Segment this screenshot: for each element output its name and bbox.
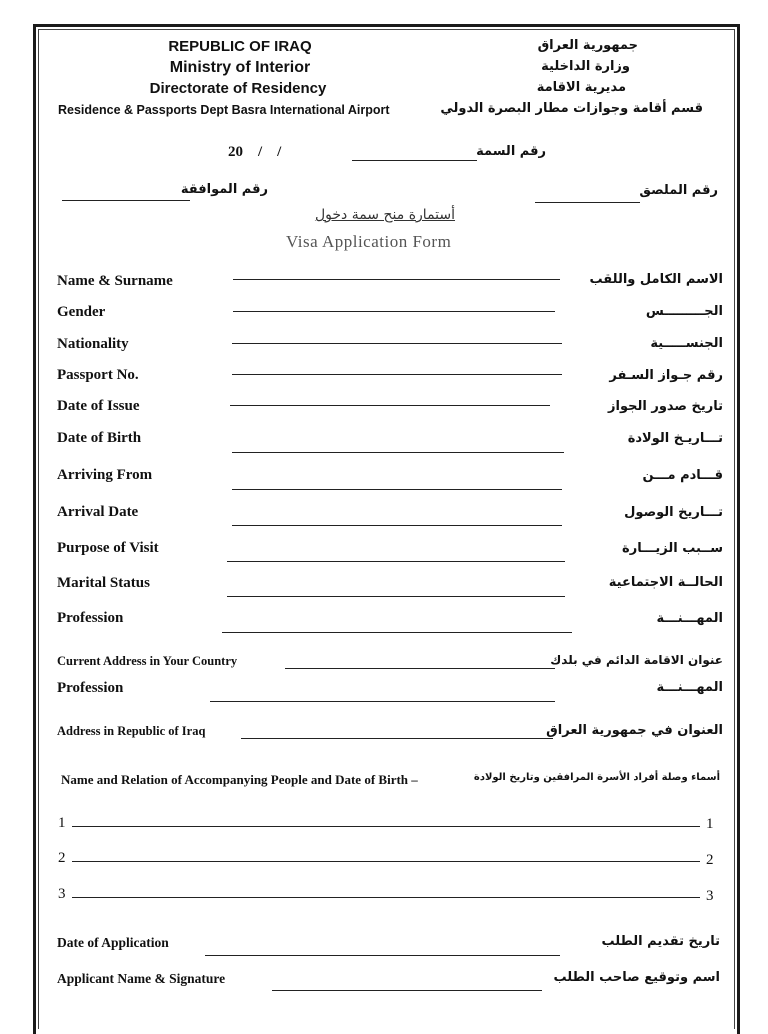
header-directorate: Directorate of Residency (149, 80, 327, 97)
header-ministry: Ministry of Interior (169, 59, 311, 76)
date-template: 20 / / (228, 144, 282, 160)
accompanying-row-num-right: 3 (706, 888, 714, 904)
field-line-gender[interactable] (233, 311, 555, 312)
field-label-name-ar: الاسم الكامل واللقب (589, 272, 723, 287)
field-label-applicant-ar: اسم وتوقيع صاحب الطلب (553, 970, 720, 985)
field-line-dob[interactable] (232, 452, 564, 453)
field-label-applicant: Applicant Name & Signature (57, 971, 226, 986)
accompanying-row-num-right: 1 (706, 816, 714, 832)
header-republic-ar: جمهورية العراق (537, 38, 638, 53)
field-label-dob: Date of Birth (57, 430, 142, 446)
field-line-passport[interactable] (232, 374, 562, 375)
field-label-name: Name & Surname (57, 273, 173, 289)
field-line-nationality[interactable] (232, 343, 562, 344)
field-label-passport-ar: رقم جـواز السـفر (609, 368, 723, 383)
field-label-gender-ar: الجـــــــــس (645, 304, 723, 319)
field-label-gender: Gender (57, 304, 106, 320)
field-label-purpose: Purpose of Visit (57, 540, 159, 556)
form-inner-border (38, 29, 735, 1029)
field-label-date-issue: Date of Issue (57, 398, 140, 414)
field-label-current-address: Current Address in Your Country (57, 654, 238, 668)
field-label-profession: Profession (57, 610, 124, 626)
field-line-purpose[interactable] (227, 561, 565, 562)
form-title-ar: أستمارة منح سمة دخول (314, 207, 456, 223)
accompanying-label: Name and Relation of Accompanying People and Date of Birth – (61, 772, 418, 787)
field-label-arriving-from: Arriving From (57, 467, 153, 483)
field-line-date-issue[interactable] (230, 405, 550, 406)
accompanying-row-num-right: 2 (706, 852, 714, 868)
field-line-name[interactable] (233, 279, 560, 280)
approval-no-label-ar: رقم الموافقة (180, 182, 268, 197)
accompanying-label-ar: أسماء وصلة أفراد الأسرة المرافقين وتاريخ الولادة (473, 772, 720, 783)
accompanying-row-line[interactable] (72, 861, 700, 862)
field-line-arriving-from[interactable] (232, 489, 562, 490)
field-label-purpose-ar: ســبب الزيـــارة (622, 541, 723, 556)
field-label-arrival-date: Arrival Date (57, 504, 139, 520)
field-label-date-issue-ar: تاريخ صدور الجواز (608, 399, 723, 414)
field-line-arrival-date[interactable] (232, 525, 562, 526)
header-dept-ar: قسم أقامة وجوازات مطار البصرة الدولي (440, 101, 703, 116)
accompanying-row-num: 1 (58, 815, 66, 831)
field-label-marital: Marital Status (57, 575, 150, 591)
field-label-date-application-ar: تاريخ تقديم الطلب (601, 934, 720, 949)
field-label-nationality-ar: الجنســـــية (650, 336, 723, 351)
field-label-profession-2-ar: المهـــنـــة (656, 680, 723, 695)
field-label-passport: Passport No. (57, 367, 139, 383)
field-label-nationality: Nationality (57, 336, 129, 352)
field-label-marital-ar: الحالــة الاجتماعية (608, 575, 723, 590)
accompanying-row-num: 3 (58, 886, 66, 902)
field-line-current-address[interactable] (285, 668, 555, 669)
field-label-iraq-address: Address in Republic of Iraq (57, 724, 206, 738)
sticker-no-line[interactable] (535, 202, 640, 203)
field-label-profession-ar: المهـــنـــة (656, 611, 723, 626)
approval-no-line[interactable] (62, 200, 190, 201)
header-republic: REPUBLIC OF IRAQ (168, 38, 312, 55)
field-label-iraq-address-ar: العنوان في جمهورية العراق (546, 723, 723, 738)
accompanying-row-num: 2 (58, 850, 66, 866)
accompanying-row-line[interactable] (72, 897, 700, 898)
field-line-profession[interactable] (222, 632, 572, 633)
accompanying-row-line[interactable] (72, 826, 700, 827)
field-label-arrival-date-ar: تـــاريخ الوصول (624, 505, 723, 520)
field-label-current-address-ar: عنوان الاقامة الدائم في بلدك (550, 653, 723, 667)
field-label-profession-2: Profession (57, 680, 124, 696)
header-directorate-ar: مديرية الاقامة (536, 80, 626, 95)
field-label-date-application: Date of Application (57, 935, 169, 950)
field-line-profession-2[interactable] (210, 701, 555, 702)
header-ministry-ar: وزارة الداخلية (541, 59, 630, 74)
field-line-date-application[interactable] (205, 955, 560, 956)
form-title-en: Visa Application Form (286, 232, 452, 251)
field-line-iraq-address[interactable] (241, 738, 553, 739)
field-line-marital[interactable] (227, 596, 565, 597)
field-label-arriving-from-ar: قـــادم مـــن (642, 468, 723, 483)
sticker-no-label-ar: رقم الملصق (639, 183, 718, 198)
visa-no-label-ar: رقم السمة (476, 144, 546, 159)
header-dept: Residence & Passports Dept Basra International Airport (58, 103, 390, 117)
visa-no-line[interactable] (352, 160, 477, 161)
field-line-applicant[interactable] (272, 990, 542, 991)
field-label-dob-ar: تـــاريـخ الولادة (627, 431, 723, 446)
